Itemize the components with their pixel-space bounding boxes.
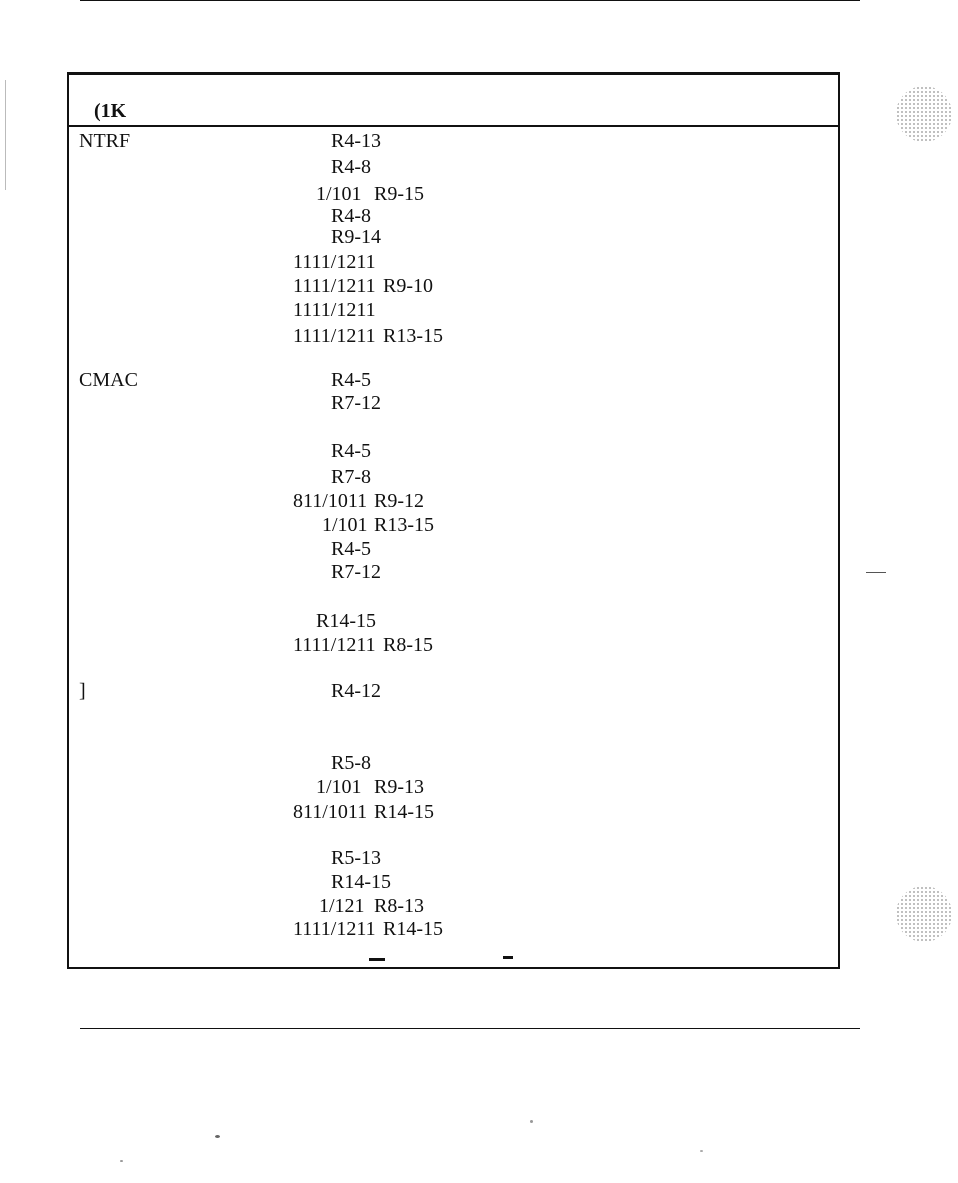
dash-mark — [369, 958, 385, 961]
table-row-range: R14-15 — [383, 918, 443, 940]
top-page-rule — [80, 0, 860, 1]
table-row-range: R13-15 — [383, 325, 443, 347]
table-row-range: R4-13 — [331, 130, 381, 152]
scan-speck — [120, 1160, 123, 1162]
table-row-range: R5-8 — [331, 752, 371, 774]
scan-speck — [530, 1120, 533, 1123]
table-row-range: R14-15 — [374, 801, 434, 823]
table-row-code: 811/1011 — [293, 801, 368, 823]
table-row-code: 1/101 — [316, 776, 362, 798]
header-label: (1K — [94, 100, 127, 122]
table-row-range: R14-15 — [316, 610, 376, 632]
table-row-code: 811/1011 — [293, 490, 368, 512]
margin-mark — [866, 572, 886, 573]
table-row-code: 1/121 — [319, 895, 365, 917]
table-row-range: R8-13 — [374, 895, 424, 917]
group-label: CMAC — [79, 369, 138, 391]
table-row-range: R4-5 — [331, 440, 371, 462]
group-label: NTRF — [79, 130, 131, 152]
table-row-code: 1111/1211 — [293, 299, 376, 321]
header-rule — [69, 125, 838, 127]
table-row-code: 1111/1211 — [293, 918, 376, 940]
table-row-range: R4-8 — [331, 156, 371, 178]
bottom-page-rule — [80, 1028, 860, 1029]
table-row-range: R9-15 — [374, 183, 424, 205]
punch-hole-icon — [896, 86, 952, 142]
table-box — [67, 72, 840, 969]
table-row-range: R9-14 — [331, 226, 381, 248]
dash-mark — [503, 956, 513, 959]
table-row-range: R9-13 — [374, 776, 424, 798]
table-row-code: 1111/1211 — [293, 325, 376, 347]
table-row-code: 1/101 — [322, 514, 368, 536]
table-row-range: R4-5 — [331, 369, 371, 391]
table-row-range: R4-8 — [331, 205, 371, 227]
table-row-range: R9-12 — [374, 490, 424, 512]
table-row-range: R5-13 — [331, 847, 381, 869]
table-row-range: R4-5 — [331, 538, 371, 560]
table-row-code: 1/101 — [316, 183, 362, 205]
table-row-range: R7-12 — [331, 392, 381, 414]
table-row-range: R14-15 — [331, 871, 391, 893]
table-row-range: R13-15 — [374, 514, 434, 536]
table-row-range: R4-12 — [331, 680, 381, 702]
punch-hole-icon — [896, 886, 952, 942]
group-label: ] — [79, 680, 86, 702]
table-row-code: 1111/1211 — [293, 275, 376, 297]
scan-speck — [700, 1150, 703, 1152]
table-row-range: R8-15 — [383, 634, 433, 656]
scan-speck — [215, 1135, 220, 1138]
table-row-range: R7-12 — [331, 561, 381, 583]
table-row-range: R9-10 — [383, 275, 433, 297]
table-row-code: 1111/1211 — [293, 634, 376, 656]
scan-speck — [5, 80, 6, 190]
table-row-code: 1111/1211 — [293, 251, 376, 273]
table-row-range: R7-8 — [331, 466, 371, 488]
